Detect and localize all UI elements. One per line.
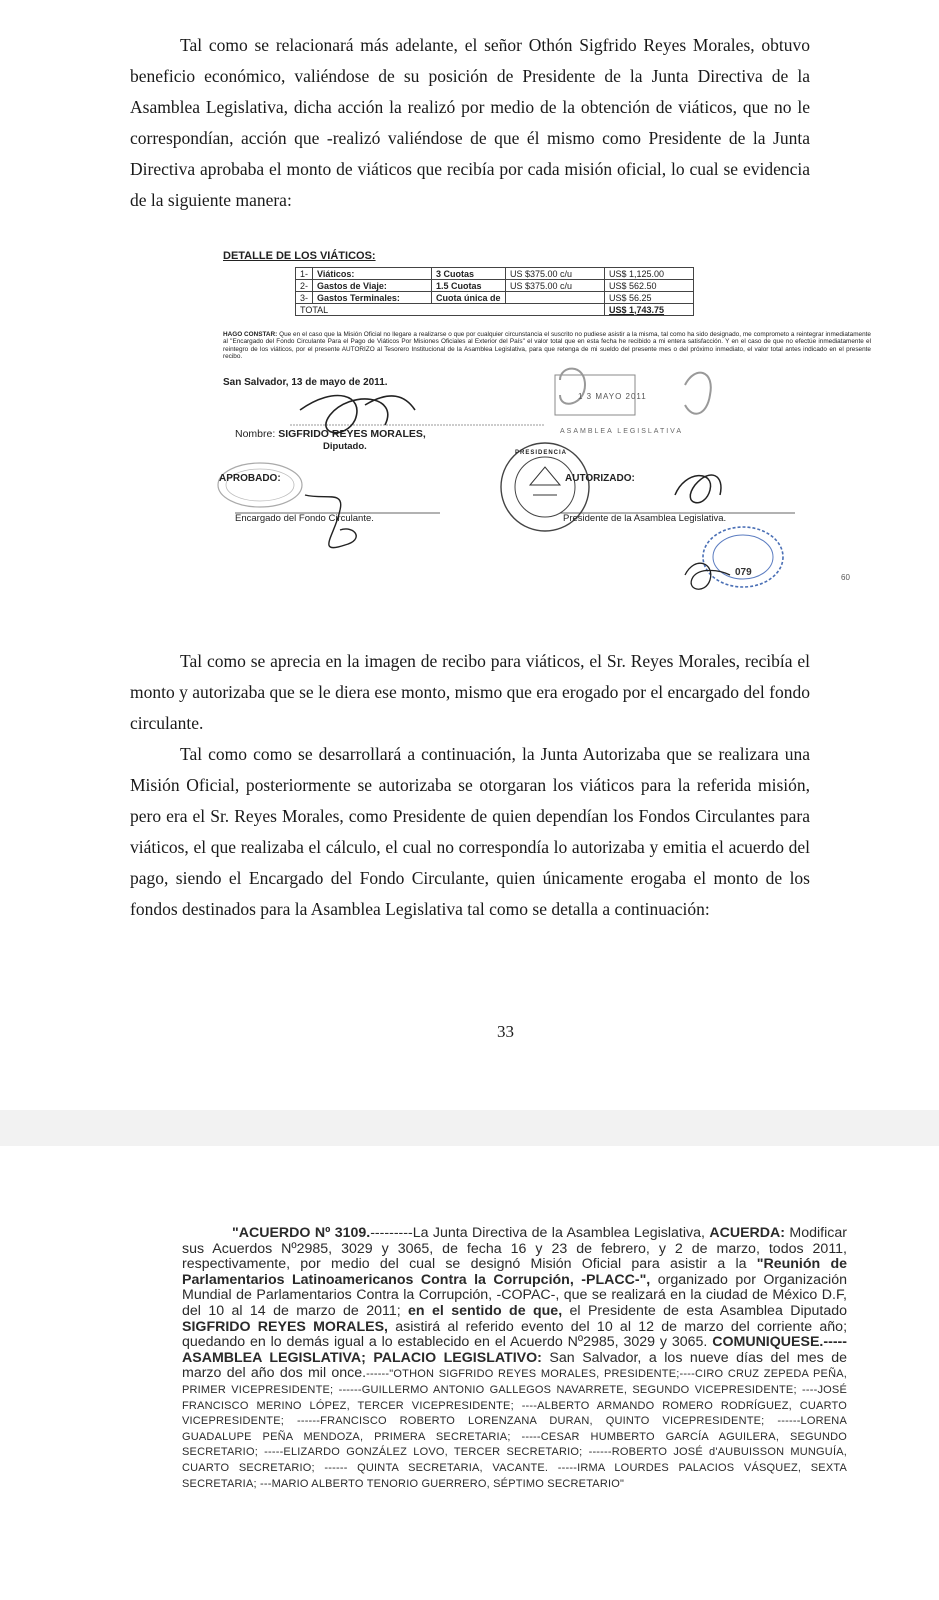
note-label: HAGO CONSTAR:: [223, 331, 278, 338]
acuerdo-body-1: Modificar sus Acuerdos Nº2985, 3029 y 3065, de fecha 16 y 23 de febrero, y 2 de marzo, todos 2011, respectivamente, por medio del cual se designó Misión Oficial para asistir a la: [182, 1225, 847, 1273]
seal-text: PRESIDENCIA: [515, 450, 568, 456]
row-total: US$ 562.50: [605, 280, 694, 292]
encargado-label: Encargado del Fondo Circulante.: [235, 513, 374, 524]
note-text: Que en el caso que la Misión Oficial no llegare a realizarse o que por cualquier circunstancia el suscrito no pudiese asistir a la misma, tal como ha sido designado, me comprometo a reintegrar inmediatamente al "Encargado del Fondo Circulante Para el Pago de Viáticos Por Misiones Oficiales al Exterior del País" el valor total que en esta fecha he recibido a mi entera satisfacción. Y en el caso de que no efectúe inmediatamente el reintegro de los viáticos, por el presente AUTORIZO al Tesorero Institucional de la Asamblea Legislativa, para que retenga de mi sueldo del presente mes o del próximo inmediato, el valor total antes indicado en el presente recibo.: [223, 331, 871, 361]
paragraph-2: [130, 646, 810, 739]
table-row: [296, 268, 694, 280]
comuniquese-phrase: COMUNIQUESE.-----ASAMBLEA LEGISLATIVA; PALACIO LEGISLATIVO:: [182, 1334, 847, 1366]
row-qty: 1.5 Cuotas: [432, 280, 506, 292]
paragraph-3: [130, 739, 810, 925]
acuerdo-body-4: asistirá al referido evento del 10 al 12 de marzo del corriente año; quedando en lo demás igual a lo establecido en el Acuerdo Nº2985, 3029 y 3065.: [182, 1318, 848, 1351]
row-qty: Cuota única de: [432, 292, 506, 304]
hago-constar-note: [223, 331, 871, 361]
acuerdo-body-2: organizado por Organización Mundial de Parlamentarios Contra la Corrupción, -COPAC-, que se realizará en la ciudad de México D.F, del 10 al 14 de marzo de 2011;: [182, 1271, 847, 1319]
paragraph-2-text: Tal como se aprecia en la imagen de recibo para viáticos, el Sr. Reyes Morales, recibía el monto y autorizaba que se le diera ese monto, mismo que era erogado por el encargado del fondo circulante.: [130, 651, 810, 733]
receipt-date: San Salvador, 13 de mayo de 2011.: [223, 377, 388, 388]
acuerdo-dashes: ---------: [370, 1225, 413, 1241]
name-line: [235, 428, 426, 440]
receipt-title: DETALLE DE LOS VIÁTICOS:: [223, 250, 376, 262]
sentido-phrase: en el sentido de que,: [408, 1302, 563, 1319]
table-row: [296, 280, 694, 292]
row-number: 2-: [296, 280, 313, 292]
table-row: [296, 292, 694, 304]
row-concept: Gastos de Viaje:: [313, 280, 432, 292]
stamp-org-text: ASAMBLEA LEGISLATIVA: [560, 428, 683, 435]
paragraph-1: [130, 30, 810, 216]
paragraph-1-text: Tal como se relacionará más adelante, el señor Othón Sigfrido Reyes Morales, obtuvo beneficio económico, valiéndose de su posición de Presidente de la Junta Directiva de la Asamblea Legislativa, dicha acción la realizó por medio de la obtención de viáticos, que no le correspondían, acción que -realizó valiéndose de que él mismo como Presidente de la Junta Directiva aprobaba el monto de viáticos que recibía por cada misión oficial, lo cual se evidencia de la siguiente manera:: [130, 35, 810, 210]
acuerda-label: ACUERDA:: [709, 1225, 786, 1241]
row-unit: US $375.00 c/u: [506, 268, 605, 280]
page-number: 33: [497, 1022, 514, 1041]
side-number: 60: [841, 573, 850, 582]
acuerdo-body-3: el Presidente de esta Asamblea Diputado: [562, 1302, 848, 1319]
doc-number: 079: [735, 567, 752, 578]
row-qty: 3 Cuotas: [432, 268, 506, 280]
viaticos-table: [295, 267, 694, 316]
row-concept: Viáticos:: [313, 268, 432, 280]
total-value: US$ 1,743.75: [605, 304, 694, 316]
diputado-label: Diputado.: [323, 441, 367, 452]
row-total: US$ 56.25: [605, 292, 694, 304]
table-row-total: [296, 304, 694, 316]
total-label: TOTAL: [296, 304, 605, 316]
stamp-date-text: 1 3 MAYO 2011: [578, 392, 647, 401]
name-label: Nombre:: [235, 428, 276, 440]
row-concept: Gastos Terminales:: [313, 292, 432, 304]
row-number: 1-: [296, 268, 313, 280]
page-separator: [0, 1110, 939, 1146]
reunion-title: "Reunión de Parlamentarios Latinoamericanos Contra la Corrupción, -PLACC-",: [182, 1256, 848, 1288]
presidente-label: Presidente de la Asamblea Legislativa.: [563, 513, 727, 524]
acuerdo-text: [182, 1226, 847, 1491]
name-value: SIGFRIDO REYES MORALES,: [278, 428, 426, 440]
row-number: 3-: [296, 292, 313, 304]
date-stamp: [550, 370, 710, 440]
autorizado-label: AUTORIZADO:: [565, 473, 635, 484]
acuerdo-body-5: San Salvador, a los nueve días del mes de marzo del año dos mil once.: [182, 1349, 848, 1382]
aprobado-label: APROBADO:: [219, 473, 281, 484]
sigfrido-name: SIGFRIDO REYES MORALES,: [182, 1318, 388, 1335]
acuerdo-signatories: ------"OTHON SIGFRIDO REYES MORALES, PRESIDENTE;----CIRO CRUZ ZEPEDA PEÑA, PRIMER VICEPRESIDENTE; ------GUILLERMO ANTONIO GALLEGOS NAVARRETE, SEGUNDO VICEPRESIDENTE; ----JOSÉ FRANCISCO MERINO LÓPEZ, TERCER VICEPRESIDENTE; ----ALBERTO ARMANDO ROMERO RODRÍGUEZ, CUARTO VICEPRESIDENTE; ------FRANCISCO ROBERTO LORENZANA DURAN, QUINTO VICEPRESIDENTE; ------LORENA GUADALUPE PEÑA MENDOZA, PRIMERA SECRETARIA; -----CESAR HUMBERTO GARCÍA AGUILERA, SEGUNDO SECRETARIO; -----ELIZARDO GONZÁLEZ LOVO, TERCER SECRETARIO; ------ROBERTO JOSÉ d'AUBUISSON MUNGUÍA, CUARTO SECRETARIO; ------ QUINTA SECRETARIA, VACANTE. -----IRMA LOURDES PALACIOS VÁSQUEZ, SEXTA SECRETARIA; ---MARIO ALBERTO TENORIO GUERRERO, SÉPTIMO SECRETARIO": [182, 1368, 848, 1490]
row-unit: [506, 292, 605, 304]
receipt-image: [215, 245, 875, 615]
acuerdo-intro: La Junta Directiva de la Asamblea Legislativa,: [412, 1225, 705, 1241]
acuerdo-heading: "ACUERDO Nº 3109.: [232, 1225, 371, 1241]
paragraph-3-text: Tal como como se desarrollará a continuación, la Junta Autorizaba que se realizara una Misión Oficial, posteriormente se autorizaba se otorgaran los viáticos para la referida misión, pero era el Sr. Reyes Morales, como Presidente de quien dependían los Fondos Circulantes para viáticos, el que realizaba el cálculo, el cual no correspondía lo autorizaba y emitia el acuerdo del pago, siendo el Encargado del Fondo Circulante, quien únicamente erogaba el monto de los fondos destinados para la Asamblea Legislativa tal como se detalla a continuación:: [130, 744, 810, 919]
row-total: US$ 1,125.00: [605, 268, 694, 280]
row-unit: US $375.00 c/u: [506, 280, 605, 292]
